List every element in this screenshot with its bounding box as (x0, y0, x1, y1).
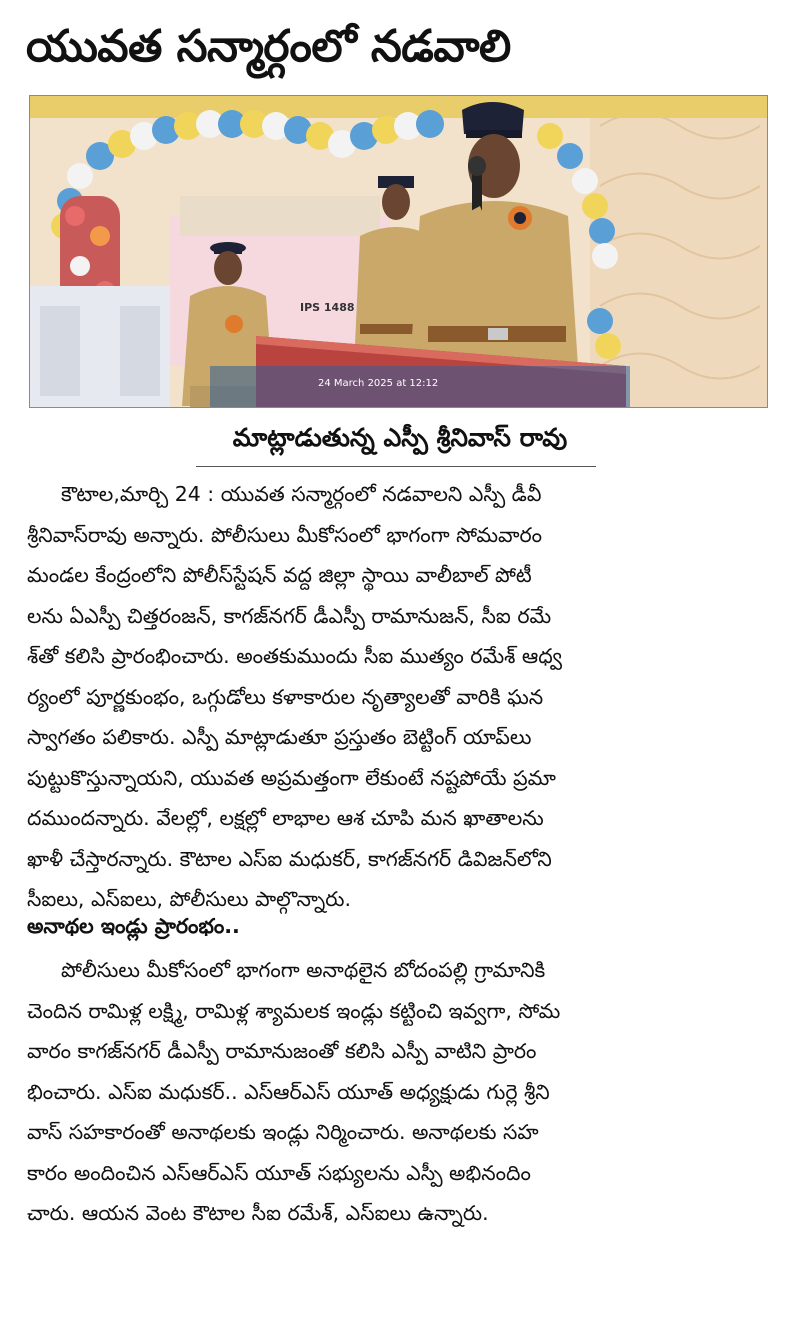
paragraph-line: శ్‌తో కలిసి ప్రారంభించారు. అంతకుముందు సీఐ ముత్యం రమేశ్ ఆధ్వ (27, 644, 563, 668)
paragraph-line: వారం కాగజ్‌నగర్ డీఎస్పీ రామానుజంతో కలిసి ఎస్పీ వాటిని ప్రారం (27, 1039, 537, 1063)
caption-divider (196, 466, 596, 467)
paragraph-line: చారు. ఆయన వెంట కౌటాల సీఐ రమేశ్, ఎస్ఐలు ఉన్నారు. (27, 1201, 489, 1225)
banner-text: IPS 1488 (300, 301, 355, 314)
paragraph-line: స్వాగతం పలికారు. ఎస్పీ మాట్లాడుతూ ప్రస్తుతం బెట్టింగ్ యాప్‌లు (27, 725, 532, 749)
paragraph-line: మండల కేంద్రంలోని పోలీస్‌స్టేషన్ వద్ద జిల్లా స్థాయి వాలీబాల్ పోటీ (27, 563, 532, 587)
article-paragraph-2 (27, 950, 772, 1234)
paragraph-line: వాస్ సహకారంతో అనాథలకు ఇండ్లు నిర్మించారు. అనాథలకు సహ (27, 1120, 539, 1144)
paragraph-line: శ్రీనివాస్‌రావు అన్నారు. పోలీసులు మీకోసంలో భాగంగా సోమవారం (27, 522, 543, 547)
paragraph-line: పుట్టుకొస్తున్నాయని, యువత అప్రమత్తంగా లేకుంటే నష్టపోయే ప్రమా (27, 765, 556, 790)
article-paragraph-1 (27, 474, 772, 920)
paragraph-line: ర్యంలో పూర్ణకుంభం, ఒగ్గుడోలు కళాకారుల నృత్యాలతో వారికి ఘన (27, 684, 544, 709)
photo-timestamp: 24 March 2025 at 12:12 (318, 378, 439, 389)
paragraph-line: లను ఏఎస్పీ చిత్తరంజన్, కాగజ్‌నగర్ డీఎస్పీ రామానుజన్, సీఐ రమే (27, 603, 552, 628)
photo-caption: మాట్లాడుతున్న ఎస్పీ శ్రీనివాస్ రావు (232, 423, 568, 452)
paragraph-line: కారం అందించిన ఎస్ఆర్ఎస్ యూత్ సభ్యులను ఎస్పీ అభినందిం (27, 1160, 531, 1185)
paragraph-line: ఖాళీ చేస్తారన్నారు. కౌటాల ఎస్ఐ మధుకర్, కాగజ్‌నగర్ డివిజన్‌లోని (27, 846, 552, 871)
article-headline: యువత సన్మార్గంలో నడవాలి (26, 21, 511, 72)
article-subheading: అనాథల ఇండ్లు ప్రారంభం.. (27, 914, 240, 938)
paragraph-line: చెందిన రామిళ్ల లక్ష్మి, రామిళ్ల శ్యామలక ఇండ్లు కట్టించి ఇవ్వగా, సోమ (27, 998, 561, 1023)
paragraph-line: దముందన్నారు. వేలల్లో, లక్షల్లో లాభాల ఆశ చూపి మన ఖాతాలను (27, 806, 544, 830)
article-photo (29, 95, 768, 408)
paragraph-line: సీఐలు, ఎస్ఐలు, పోలీసులు పాల్గొన్నారు. (27, 887, 352, 911)
paragraph-line: కౌటాల,మార్చి 24 : యువత సన్మార్గంలో నడవాలని ఎస్పీ డీవీ (61, 482, 542, 506)
paragraph-line: భించారు. ఎస్ఐ మధుకర్.. ఎస్ఆర్ఎస్ యూత్ అధ్యక్షుడు గుర్లె శ్రీని (27, 1079, 550, 1104)
paragraph-line: పోలీసులు మీకోసంలో భాగంగా అనాథలైన బోదంపల్లి గ్రామానికి (61, 958, 546, 982)
